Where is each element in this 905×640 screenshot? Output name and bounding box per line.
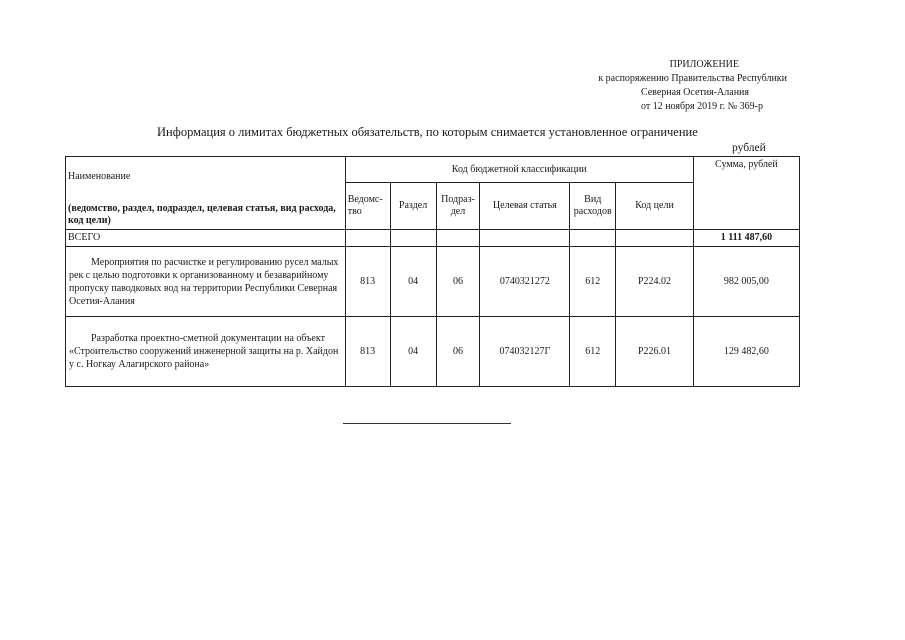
total-empty-cell (345, 230, 390, 247)
header-kbk: Код бюджетной классификации (345, 157, 693, 183)
total-empty-cell (390, 230, 436, 247)
header-podrazdel: Подраз-дел (436, 183, 480, 230)
row-vid: 612 (570, 247, 616, 317)
table-header-row (66, 157, 800, 183)
appendix-republic-line: Северная Осетия-Алания (640, 87, 749, 98)
row-razdel: 04 (390, 317, 436, 387)
row-razdel: 04 (390, 247, 436, 317)
row-sum: 982 005,00 (693, 247, 799, 317)
limits-table (65, 156, 800, 387)
row-vedomstvo: 813 (345, 317, 390, 387)
row-sum: 129 482,60 (693, 317, 799, 387)
units-label: рублей (732, 142, 766, 154)
total-empty-cell (480, 230, 570, 247)
total-sum: 1 111 487,60 (693, 230, 799, 247)
header-razdel: Раздел (390, 183, 436, 230)
header-celevaya: Целевая статья (480, 183, 570, 230)
header-vedomstvo: Ведомс-тво (345, 183, 390, 230)
closing-line (343, 423, 511, 424)
row-kod-celi: Р226.01 (616, 317, 694, 387)
appendix-label: ПРИЛОЖЕНИЕ (669, 59, 739, 70)
header-name-details: (ведомство, раздел, подраздел, целевая статья, вид расхода, код цели) (68, 203, 336, 226)
row-name: Мероприятия по расчистке и регулированию русел малых рек с целью подготовки к организованному и безаварийному пропуску паводковых вод на территории Республики Северная Осетия-Алания (66, 247, 346, 317)
header-name-cell (66, 157, 346, 230)
row-kod-celi: Р224.02 (616, 247, 694, 317)
table-row (66, 247, 800, 317)
header-vid: Вид расходов (570, 183, 616, 230)
row-name: Разработка проектно-сметной документации на объект «Строительство сооружений инженерной защиты на р. Хайдон у с. Ногкау Алагирского района» (66, 317, 346, 387)
total-empty-cell (436, 230, 480, 247)
row-celevaya: 074032127Г (480, 317, 570, 387)
row-vid: 612 (570, 317, 616, 387)
header-sum: Сумма, рублей (693, 157, 799, 230)
document-title: Информация о лимитах бюджетных обязательств, по которым снимается установленное ограничение (157, 125, 698, 139)
table-row (66, 317, 800, 387)
header-name-title: Наименование (68, 171, 131, 182)
header-kod-celi: Код цели (616, 183, 694, 230)
row-podrazdel: 06 (436, 247, 480, 317)
appendix-order-line: к распоряжению Правительства Республики (598, 73, 787, 84)
total-empty-cell (616, 230, 694, 247)
total-empty-cell (570, 230, 616, 247)
total-label: ВСЕГО (66, 230, 346, 247)
row-podrazdel: 06 (436, 317, 480, 387)
row-vedomstvo: 813 (345, 247, 390, 317)
total-row (66, 230, 800, 247)
appendix-date-line: от 12 ноября 2019 г. № 369-р (640, 101, 763, 112)
row-celevaya: 0740321272 (480, 247, 570, 317)
appendix-header (527, 58, 787, 114)
